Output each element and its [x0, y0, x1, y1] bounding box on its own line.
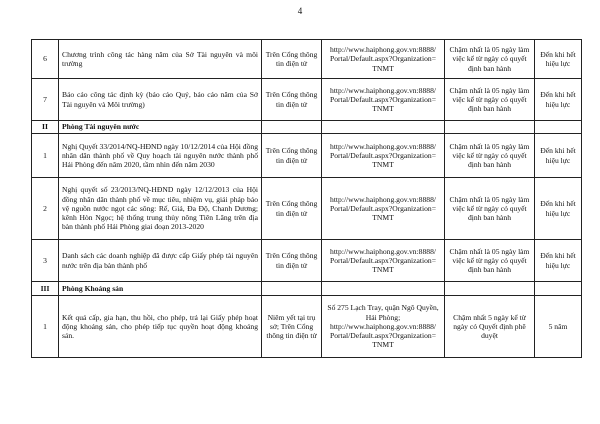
- address-cell: Số 275 Lạch Tray, quận Ngô Quyền, Hải Phòng; http://www.haiphong.gov.vn:8888/ Portal/Default.aspx?Organization= TNMT: [322, 296, 445, 358]
- empty-cell: [262, 282, 322, 296]
- empty-cell: [322, 282, 445, 296]
- address-cell: http://www.haiphong.gov.vn:8888/ Portal/Default.aspx?Organization= TNMT: [322, 240, 445, 282]
- address-cell: http://www.haiphong.gov.vn:8888/ Portal/Default.aspx?Organization= TNMT: [322, 79, 445, 121]
- table-row: [32, 240, 582, 282]
- content-cell: Kết quả cấp, gia hạn, thu hồi, cho phép, trả lại Giấy phép hoạt động khoáng sản, cho phép tiếp tục quyền hoạt động khoáng sản.: [59, 296, 262, 358]
- time-cell: Chậm nhất là 05 ngày làm việc kể từ ngày có quyết định ban hành: [445, 240, 535, 282]
- time-cell: Chậm nhất là 05 ngày làm việc kể từ ngày có quyết định ban hành: [445, 178, 535, 240]
- address-cell: http://www.haiphong.gov.vn:8888/ Portal/Default.aspx?Organization= TNMT: [322, 178, 445, 240]
- form-cell: Trên Cổng thông tin điện tử: [262, 79, 322, 121]
- effect-cell: Đến khi hết hiệu lực: [535, 40, 582, 79]
- effect-cell: Đến khi hết hiệu lực: [535, 134, 582, 178]
- effect-cell: 5 năm: [535, 296, 582, 358]
- table-row: [32, 40, 582, 79]
- empty-cell: [535, 121, 582, 134]
- address-cell: http://www.haiphong.gov.vn:8888/ Portal/Default.aspx?Organization= TNMT: [322, 134, 445, 178]
- form-cell: Trên Cổng thông tin điện tử: [262, 134, 322, 178]
- form-cell: Trên Cổng thông tin điện tử: [262, 240, 322, 282]
- content-cell: Danh sách các doanh nghiệp đã được cấp Giấy phép tài nguyên nước trên địa bàn thành phố: [59, 240, 262, 282]
- row-number: 6: [32, 40, 59, 79]
- page-number: 4: [297, 6, 303, 16]
- time-cell: Chậm nhất 5 ngày kể từ ngày có Quyết định phê duyệt: [445, 296, 535, 358]
- content-cell: Nghị quyết số 23/2013/NQ-HĐND ngày 12/12/2013 của Hội đồng nhân dân thành phố về mục tiêu, nhiệm vụ, giải pháp bảo vệ nguồn nước ngọt các sông: Rế, Giá, Đa Độ, Chanh Dương; kênh Hòn Ngọc; hệ thống trung thủy nông Tiên Lãng trên địa bàn thành phố Hải Phòng giai đoạn 2013-2020: [59, 178, 262, 240]
- form-cell: Niêm yết tại trụ sở; Trên Cổng thông tin điện tử: [262, 296, 322, 358]
- section-number: II: [32, 121, 59, 134]
- empty-cell: [535, 282, 582, 296]
- address-cell: http://www.haiphong.gov.vn:8888/ Portal/Default.aspx?Organization= TNMT: [322, 40, 445, 79]
- section-row: [32, 121, 582, 134]
- table-row: [32, 178, 582, 240]
- time-cell: Chậm nhất là 05 ngày làm việc kể từ ngày có quyết định ban hành: [445, 40, 535, 79]
- disclosure-table: [31, 39, 582, 358]
- time-cell: Chậm nhất là 05 ngày làm việc kể từ ngày có quyết định ban hành: [445, 79, 535, 121]
- effect-cell: Đến khi hết hiệu lực: [535, 178, 582, 240]
- table-row: [32, 296, 582, 358]
- row-number: 3: [32, 240, 59, 282]
- section-row: [32, 282, 582, 296]
- table-row: [32, 134, 582, 178]
- empty-cell: [262, 121, 322, 134]
- row-number: 1: [32, 296, 59, 358]
- content-cell: Nghị Quyết 33/2014/NQ-HĐND ngày 10/12/2014 của Hội đồng nhân dân thành phố về Quy hoạch tài nguyên nước thành phố Hải Phòng đến năm 2020, tầm nhìn đến năm 2030: [59, 134, 262, 178]
- row-number: 2: [32, 178, 59, 240]
- empty-cell: [322, 121, 445, 134]
- content-cell: Báo cáo công tác định kỳ (báo cáo Quý, báo cáo năm của Sở Tài nguyên và Môi trường): [59, 79, 262, 121]
- empty-cell: [445, 121, 535, 134]
- content-cell: Chương trình công tác hàng năm của Sở Tài nguyên và môi trường: [59, 40, 262, 79]
- table-row: [32, 79, 582, 121]
- time-cell: Chậm nhất là 05 ngày làm việc kể từ ngày có quyết định ban hành: [445, 134, 535, 178]
- row-number: 7: [32, 79, 59, 121]
- section-title: Phòng Khoáng sản: [59, 282, 262, 296]
- empty-cell: [445, 282, 535, 296]
- effect-cell: Đến khi hết hiệu lực: [535, 240, 582, 282]
- effect-cell: Đến khi hết hiệu lực: [535, 79, 582, 121]
- section-title: Phòng Tài nguyên nước: [59, 121, 262, 134]
- form-cell: Trên Cổng thông tin điện tử: [262, 178, 322, 240]
- section-number: III: [32, 282, 59, 296]
- row-number: 1: [32, 134, 59, 178]
- form-cell: Trên Cổng thông tin điện tử: [262, 40, 322, 79]
